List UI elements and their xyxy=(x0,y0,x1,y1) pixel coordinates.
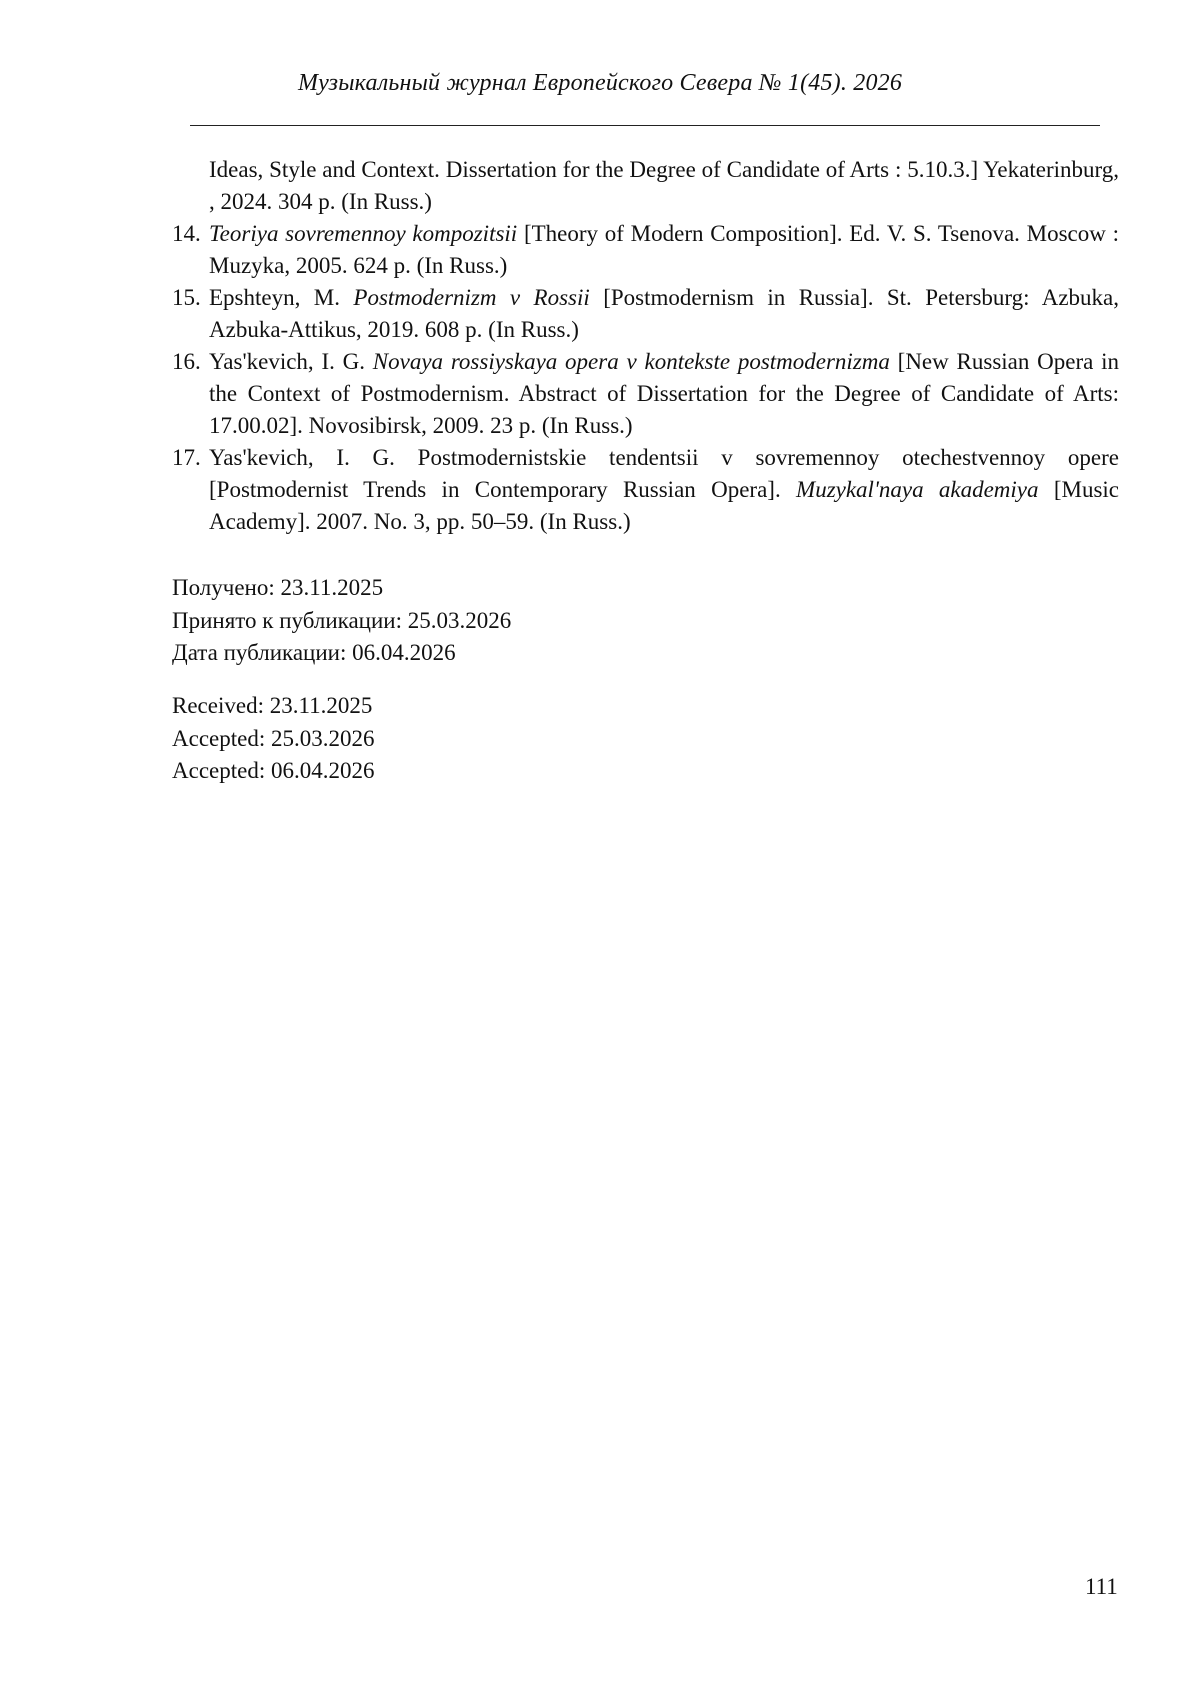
reference-text xyxy=(209,442,1119,538)
reference-title-italic: Teoriya sovremennoy kompozitsii xyxy=(209,221,518,246)
received-date-ru: Получено: 23.11.2025 xyxy=(172,575,384,600)
reference-text-post: [Theory of Modern Composition]. Ed. V. S. Tsenova. Moscow : Muzyka, 2005. 624 p. (In Russ.) xyxy=(209,221,1120,278)
page-number: 111 xyxy=(1085,1574,1118,1599)
reference-text-pre: Yas'kevich, I. G. xyxy=(209,349,373,374)
reference-number: 15. xyxy=(172,285,201,310)
reference-text-post: [New Russian Opera in the Context of Postmodernism. Abstract of Dissertation for the Degree of Candidate of Arts: 17.00.02]. Novosibirsk, 2009. 23 p. (In Russ.) xyxy=(209,349,1120,438)
reference-list xyxy=(172,154,1119,538)
reference-item-15 xyxy=(172,282,1119,346)
published-date-ru: Дата публикации: 06.04.2026 xyxy=(172,640,456,665)
reference-text-pre: Epshteyn, M. xyxy=(209,285,354,310)
reference-number: 16. xyxy=(172,349,201,374)
reference-item-17 xyxy=(172,442,1119,538)
reference-item-16 xyxy=(172,346,1119,442)
reference-item-14 xyxy=(172,218,1119,282)
reference-title-italic: Novaya rossiyskaya opera v kontekste postmodernizma xyxy=(372,349,890,374)
dates-russian xyxy=(172,572,511,670)
reference-number: 14. xyxy=(172,221,201,246)
reference-text xyxy=(209,218,1119,282)
journal-header: Музыкальный журнал Европейского Севера № 1(45). 2026 xyxy=(297,70,903,96)
reference-text-post: [Postmodernism in Russia]. St. Petersburg: Azbuka, Azbuka-Attikus, 2019. 608 p. (In Russ.) xyxy=(209,285,1119,342)
reference-text-post: [Music Academy]. 2007. No. 3, pp. 50–59. (In Russ.) xyxy=(209,477,1120,534)
accepted-date-ru: Принято к публикации: 25.03.2026 xyxy=(172,607,512,633)
reference-title-italic: Muzykal'naya akademiya xyxy=(796,477,1039,502)
reference-continuation-text: Ideas, Style and Context. Dissertation for the Degree of Candidate of Arts : 5.10.3.] Yekaterinburg, , 2024. 304 p. (In Russ.) xyxy=(209,157,1119,214)
header-rule xyxy=(190,125,1100,126)
reference-text-pre: Yas'kevich, I. G. Postmodernistskie tendentsii v sovremennoy otechestvennoy opere [Postmodernist Trends in Contemporary Russian Opera]. xyxy=(209,445,1119,502)
accepted-date-en: Accepted: 25.03.2026 xyxy=(172,725,375,751)
reference-text xyxy=(209,282,1119,346)
received-date-en: Received: 23.11.2025 xyxy=(172,693,373,718)
reference-continuation xyxy=(172,154,1119,218)
dates-english xyxy=(172,690,374,788)
reference-text xyxy=(209,346,1119,442)
reference-number: 17. xyxy=(172,445,201,470)
published-date-en: Accepted: 06.04.2026 xyxy=(172,758,375,783)
reference-title-italic: Postmodernizm v Rossii xyxy=(353,285,590,310)
